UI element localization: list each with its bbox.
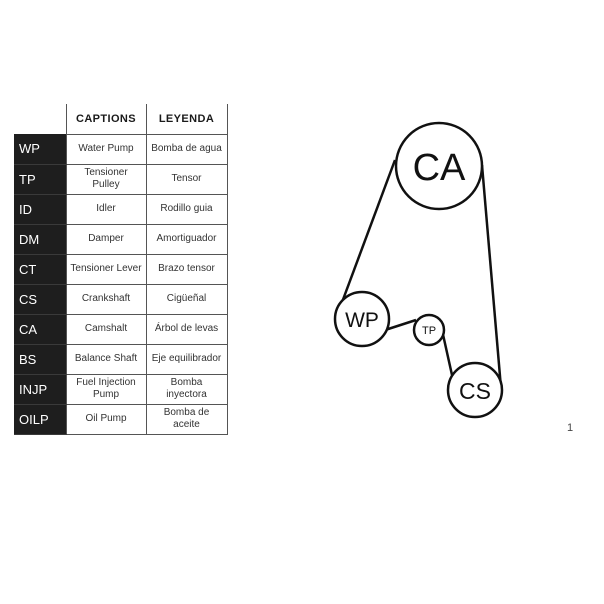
- legend-caption-es: Árbol de levas: [146, 314, 227, 344]
- captions-header: CAPTIONS: [66, 104, 146, 134]
- legend-caption-en: Tensioner Lever: [66, 254, 146, 284]
- legend-code: ID: [14, 194, 66, 224]
- ca-label: CA: [412, 147, 466, 189]
- legend-caption-en: Tensioner Pulley: [66, 164, 146, 194]
- legend-code: TP: [14, 164, 66, 194]
- legend-code: CS: [14, 284, 66, 314]
- wp-label: WP: [345, 309, 379, 332]
- legend-caption-en: Oil Pump: [66, 404, 146, 434]
- legend-caption-es: Tensor: [146, 164, 227, 194]
- legend-caption-en: Crankshaft: [66, 284, 146, 314]
- cs-label: CS: [459, 378, 491, 404]
- legend-caption-es: Bomba de agua: [146, 134, 227, 164]
- legend-caption-en: Idler: [66, 194, 146, 224]
- legend-caption-es: Rodillo guia: [146, 194, 227, 224]
- legend-caption-en: Damper: [66, 224, 146, 254]
- legend-code: DM: [14, 224, 66, 254]
- legend-code: INJP: [14, 374, 66, 404]
- legend-caption-es: Cigüeñal: [146, 284, 227, 314]
- legend-caption-es: Bomba inyectora: [146, 374, 227, 404]
- page-number: 1: [567, 422, 574, 434]
- legend-caption-es: Bomba de aceite: [146, 404, 227, 434]
- legend-caption-es: Eje equilibrador: [146, 344, 227, 374]
- legend-code: BS: [14, 344, 66, 374]
- legend-code: CA: [14, 314, 66, 344]
- legend-code: WP: [14, 134, 66, 164]
- belt-segment: [341, 160, 395, 305]
- leyenda-header: LEYENDA: [146, 104, 227, 134]
- legend-code: CT: [14, 254, 66, 284]
- legend-caption-es: Brazo tensor: [146, 254, 227, 284]
- legend-caption-en: Camshalt: [66, 314, 146, 344]
- legend-caption-en: Balance Shaft: [66, 344, 146, 374]
- legend-caption-en: Water Pump: [66, 134, 146, 164]
- legend-caption-es: Amortiguador: [146, 224, 227, 254]
- tp-label: TP: [421, 325, 437, 337]
- legend-caption-en: Fuel Injection Pump: [66, 374, 146, 404]
- legend-code: OILP: [14, 404, 66, 434]
- belt-segment: [482, 165, 501, 388]
